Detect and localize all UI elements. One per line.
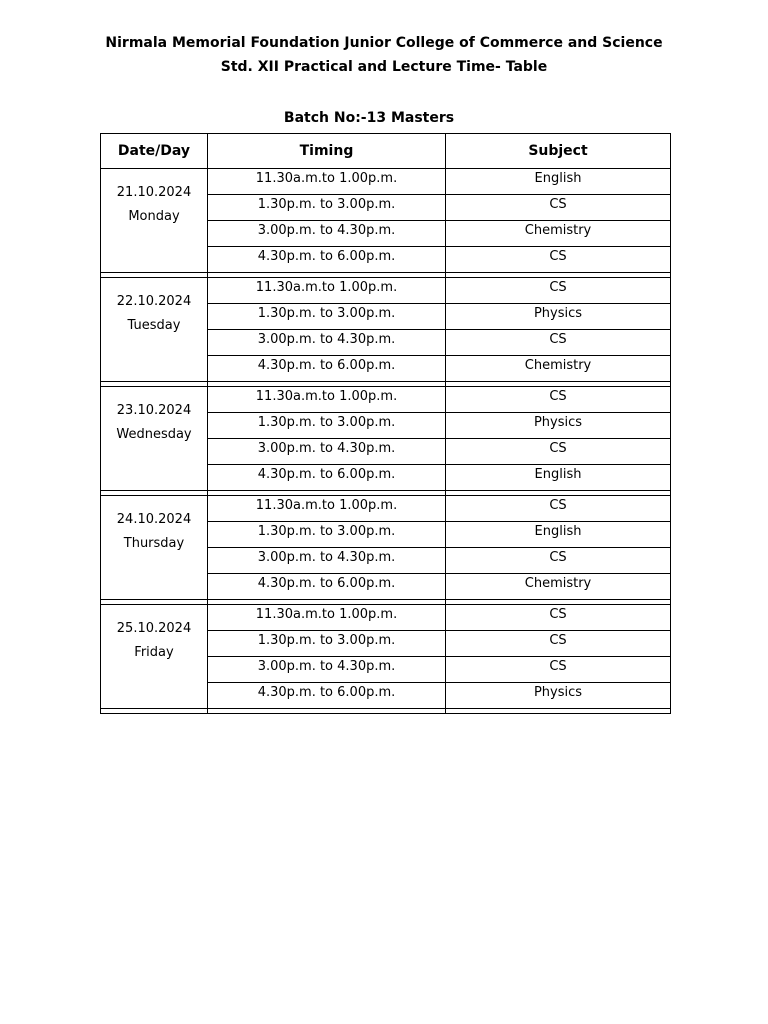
subject-cell: Chemistry xyxy=(446,574,671,600)
date-day-cell xyxy=(101,278,208,382)
date-label: 24.10.2024 xyxy=(116,512,192,527)
date-label: 21.10.2024 xyxy=(116,185,192,200)
batch-label: Batch No:-13 Masters xyxy=(283,110,455,126)
timing-cell: 11.30a.m.to 1.00p.m. xyxy=(208,278,446,304)
timing-cell: 4.30p.m. to 6.00p.m. xyxy=(208,574,446,600)
timing-cell: 4.30p.m. to 6.00p.m. xyxy=(208,247,446,273)
subject-cell: Physics xyxy=(446,413,671,439)
timing-cell: 3.00p.m. to 4.30p.m. xyxy=(208,330,446,356)
timetable-body xyxy=(101,169,671,714)
subject-cell: Chemistry xyxy=(446,221,671,247)
spacer-cell xyxy=(101,709,208,714)
column-header-subject: Subject xyxy=(446,134,671,169)
table-row xyxy=(101,496,671,522)
header-row xyxy=(101,134,671,169)
subject-cell: English xyxy=(446,169,671,195)
subject-cell: CS xyxy=(446,548,671,574)
spacer-row xyxy=(101,709,671,714)
date-label: 23.10.2024 xyxy=(116,403,192,418)
subject-cell: CS xyxy=(446,605,671,631)
subject-cell: CS xyxy=(446,387,671,413)
timing-cell: 11.30a.m.to 1.00p.m. xyxy=(208,169,446,195)
timing-cell: 3.00p.m. to 4.30p.m. xyxy=(208,439,446,465)
timing-cell: 11.30a.m.to 1.00p.m. xyxy=(208,605,446,631)
timing-cell: 3.00p.m. to 4.30p.m. xyxy=(208,221,446,247)
spacer-cell xyxy=(208,709,446,714)
timetable xyxy=(100,133,671,714)
subject-cell: Physics xyxy=(446,683,671,709)
date-label: 25.10.2024 xyxy=(116,621,192,636)
timing-cell: 1.30p.m. to 3.00p.m. xyxy=(208,631,446,657)
timing-cell: 11.30a.m.to 1.00p.m. xyxy=(208,496,446,522)
subject-cell: English xyxy=(446,465,671,491)
subject-cell: CS xyxy=(446,330,671,356)
table-row xyxy=(101,169,671,195)
document-subtitle: Std. XII Practical and Lecture Time- Table xyxy=(220,59,548,75)
subject-cell: CS xyxy=(446,631,671,657)
table-row xyxy=(101,605,671,631)
date-day-cell xyxy=(101,169,208,273)
table-row xyxy=(101,387,671,413)
date-day-cell xyxy=(101,387,208,491)
timing-cell: 4.30p.m. to 6.00p.m. xyxy=(208,465,446,491)
weekday-label: Friday xyxy=(134,645,174,660)
subject-cell: Physics xyxy=(446,304,671,330)
subject-cell: English xyxy=(446,522,671,548)
timing-cell: 11.30a.m.to 1.00p.m. xyxy=(208,387,446,413)
subject-cell: CS xyxy=(446,278,671,304)
weekday-label: Thursday xyxy=(123,536,185,551)
timing-cell: 4.30p.m. to 6.00p.m. xyxy=(208,683,446,709)
subject-cell: CS xyxy=(446,247,671,273)
column-header-date-day: Date/Day xyxy=(101,134,208,169)
subject-cell: CS xyxy=(446,195,671,221)
table-row xyxy=(101,278,671,304)
timing-cell: 3.00p.m. to 4.30p.m. xyxy=(208,548,446,574)
timing-cell: 1.30p.m. to 3.00p.m. xyxy=(208,195,446,221)
college-title: Nirmala Memorial Foundation Junior College of Commerce and Science xyxy=(105,35,663,51)
subject-cell: CS xyxy=(446,496,671,522)
weekday-label: Wednesday xyxy=(116,427,192,442)
date-day-cell xyxy=(101,605,208,709)
subject-cell: CS xyxy=(446,657,671,683)
column-header-timing: Timing xyxy=(208,134,446,169)
timing-cell: 4.30p.m. to 6.00p.m. xyxy=(208,356,446,382)
timing-cell: 1.30p.m. to 3.00p.m. xyxy=(208,413,446,439)
timing-cell: 1.30p.m. to 3.00p.m. xyxy=(208,522,446,548)
timing-cell: 1.30p.m. to 3.00p.m. xyxy=(208,304,446,330)
date-day-cell xyxy=(101,496,208,600)
subject-cell: Chemistry xyxy=(446,356,671,382)
subject-cell: CS xyxy=(446,439,671,465)
timing-cell: 3.00p.m. to 4.30p.m. xyxy=(208,657,446,683)
weekday-label: Tuesday xyxy=(127,318,181,333)
weekday-label: Monday xyxy=(128,209,180,224)
date-label: 22.10.2024 xyxy=(116,294,192,309)
spacer-cell xyxy=(446,709,671,714)
